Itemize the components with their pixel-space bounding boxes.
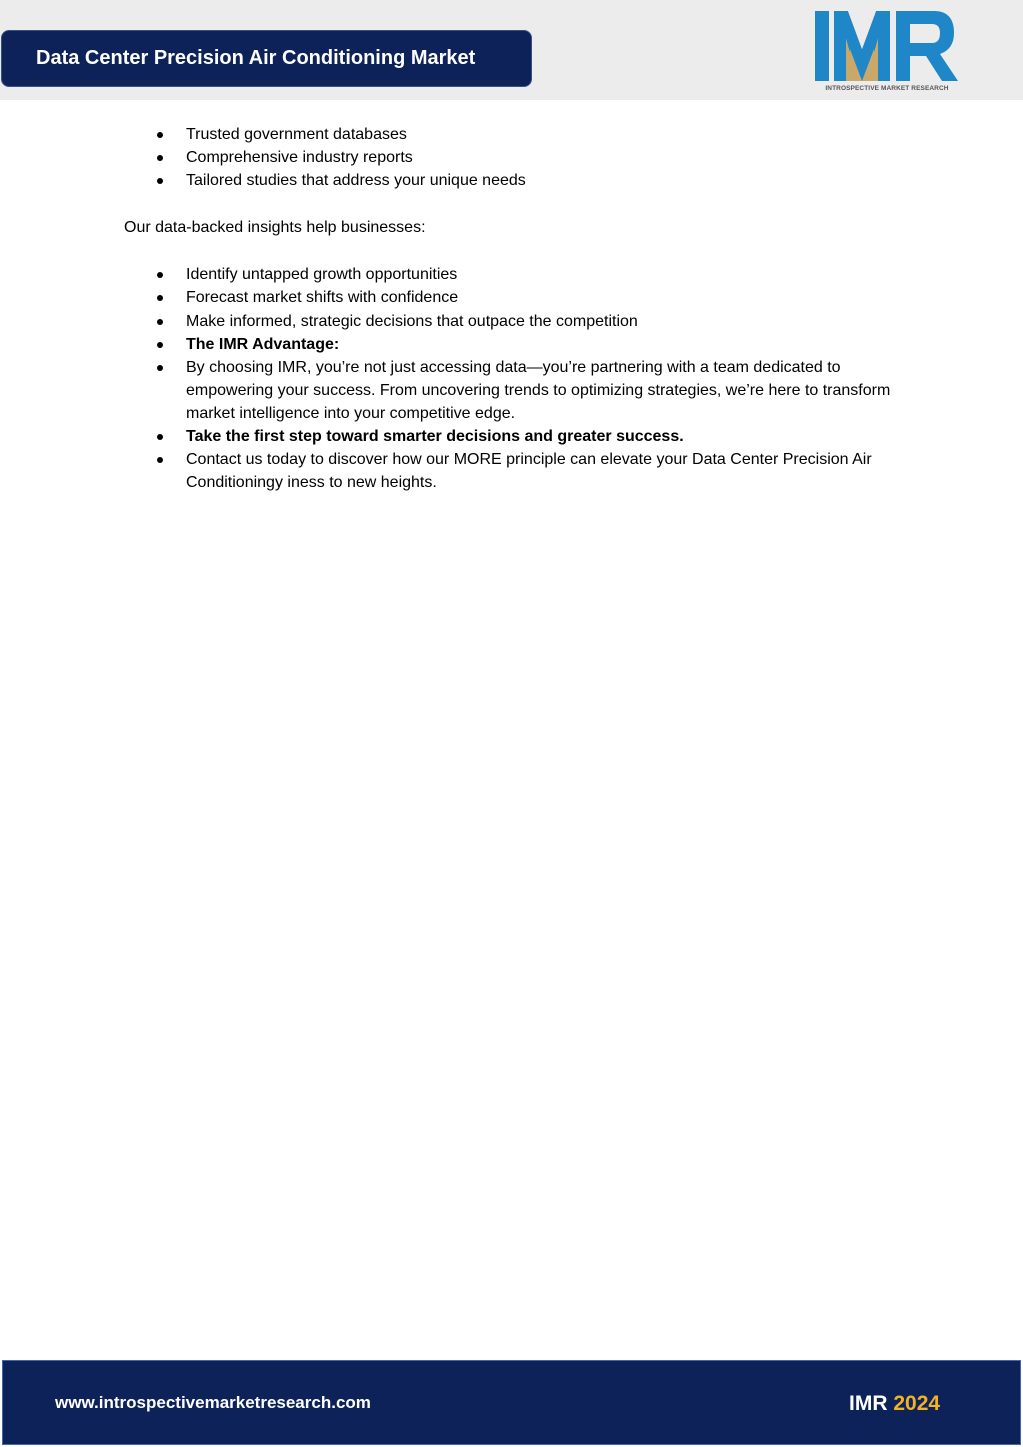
imr-logo-mark [812, 9, 962, 85]
page-title: Data Center Precision Air Conditioning Market [36, 47, 476, 69]
list-item: Forecast market shifts with confidence [124, 286, 914, 309]
footer-year: 2024 [893, 1392, 941, 1415]
imr-logo [812, 9, 962, 95]
list-item: The IMR Advantage: [124, 333, 914, 356]
list-item: Comprehensive industry reports [124, 146, 914, 169]
list-item: Trusted government databases [124, 123, 914, 146]
list-item: Identify untapped growth opportunities [124, 263, 914, 286]
sources-list [124, 123, 914, 192]
footer-website-link[interactable]: www.introspectivemarketresearch.com [55, 1393, 371, 1412]
list-item: Make informed, strategic decisions that outpace the competition [124, 310, 914, 333]
list-item: Contact us today to discover how our MORE principle can elevate your Data Center Precision Air Conditioningy iness to new heights. [124, 448, 914, 494]
list-item: Tailored studies that address your unique needs [124, 169, 914, 192]
document-body [124, 123, 914, 494]
list-item: By choosing IMR, you’re not just accessing data—you’re partnering with a team dedicated to empowering your success. From uncovering trends to optimizing strategies, we’re here to transform market intelligence into your competitive edge. [124, 356, 914, 425]
footer-brand [849, 1392, 940, 1416]
list-item: Take the first step toward smarter decisions and greater success. [124, 425, 914, 448]
benefits-list [124, 263, 914, 494]
footer-bar [2, 1360, 1021, 1445]
title-banner [1, 30, 532, 87]
logo-tagline: INTROSPECTIVE MARKET RESEARCH [825, 85, 949, 92]
footer-brand-name: IMR [849, 1392, 888, 1415]
intro-paragraph: Our data-backed insights help businesses: [124, 219, 426, 237]
